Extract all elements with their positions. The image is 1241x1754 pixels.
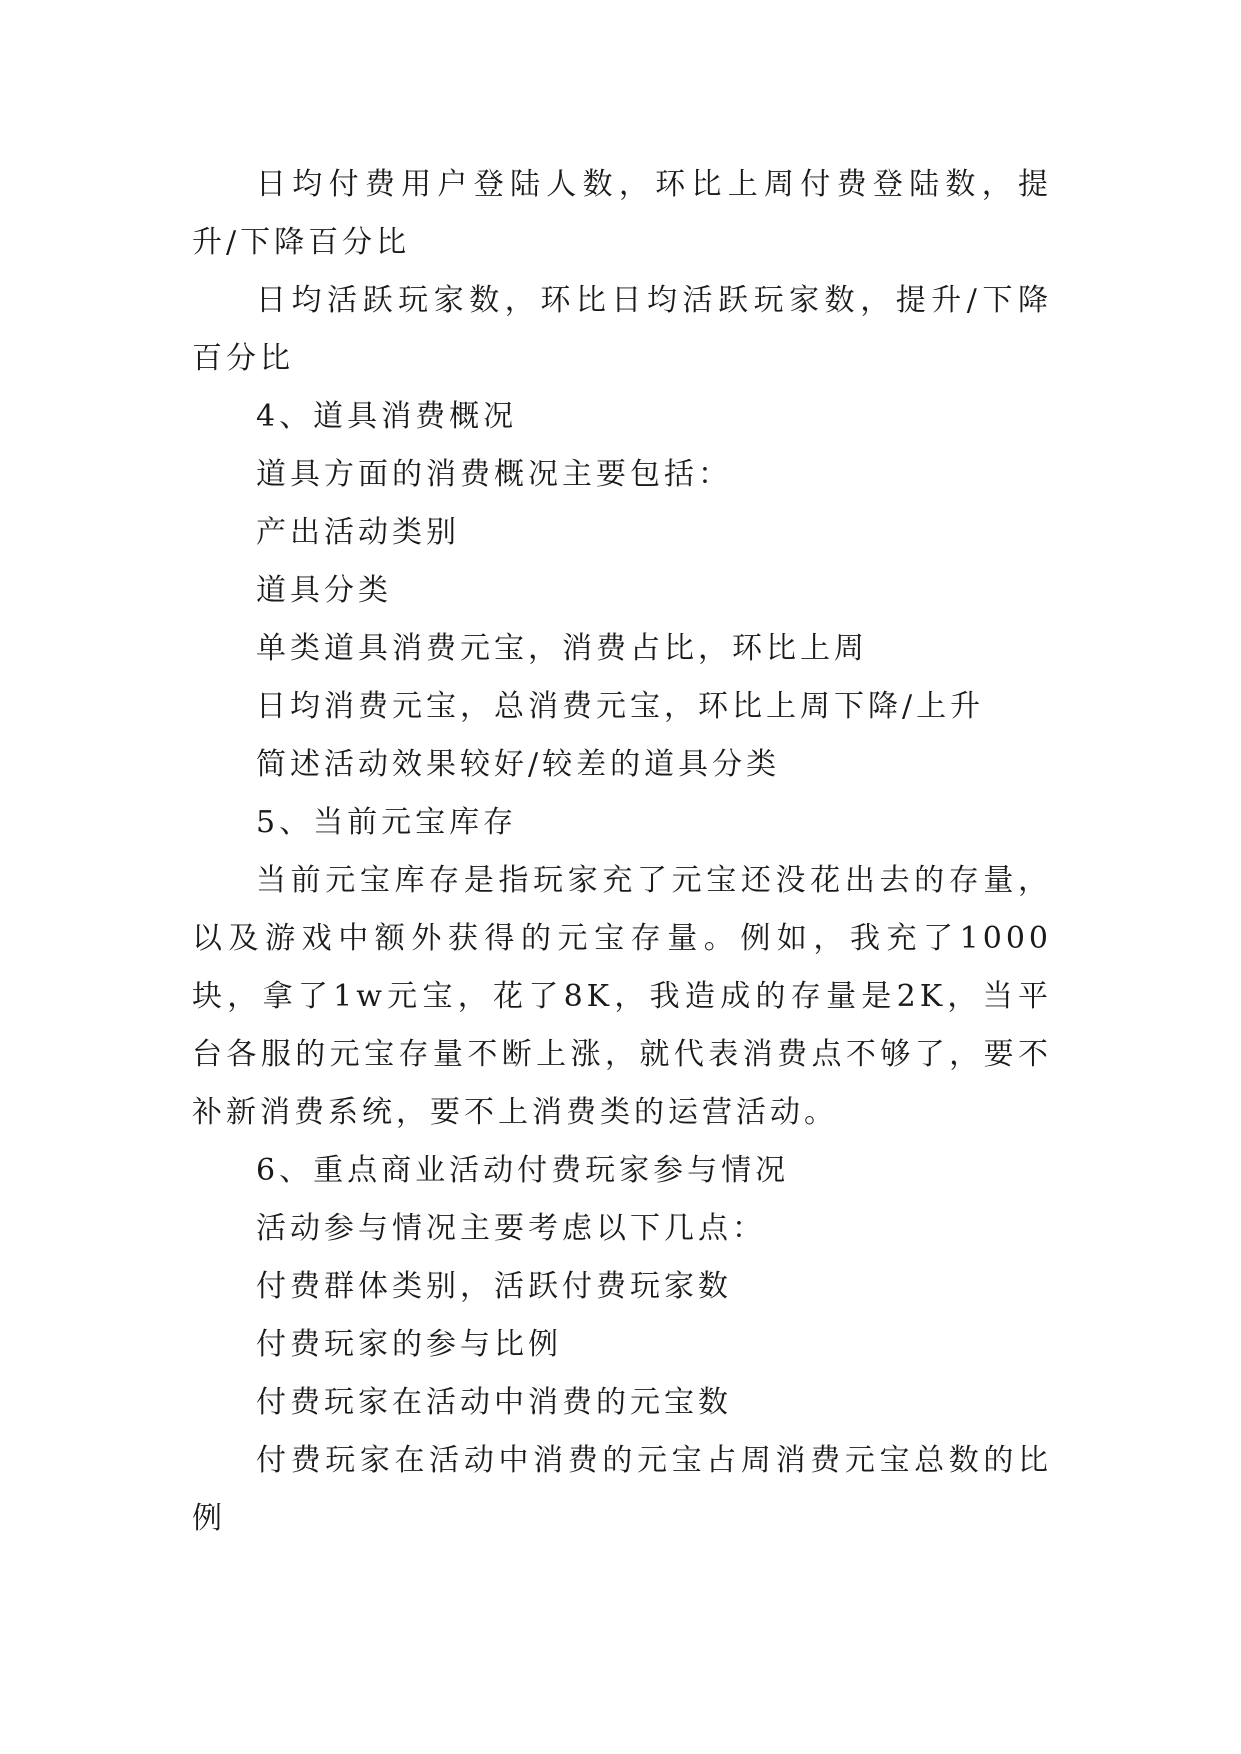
paragraph-ingot-inventory-description: 当前元宝库存是指玩家充了元宝还没花出去的存量，以及游戏中额外获得的元宝存量。例如，我充了1000块，拿了1w元宝，花了8K，我造成的存量是2K，当平台各服的元宝存量不断上涨，就代表消费点不够了，要不补新消费系统，要不上消费类的运营活动。: [192, 863, 1052, 1130]
paragraph-daily-paid-logins: 日均付费用户登陆人数，环比上周付费登陆数，提升/下降百分比: [192, 167, 1052, 260]
list-item: 付费玩家在活动中消费的元宝数: [256, 1385, 732, 1420]
section-heading-item-consumption: 4、道具消费概况: [256, 399, 518, 434]
section-heading-paid-player-participation: 6、重点商业活动付费玩家参与情况: [256, 1153, 790, 1188]
list-item: 产出活动类别: [256, 515, 460, 550]
paragraph-participation-intro: 活动参与情况主要考虑以下几点：: [256, 1211, 766, 1246]
list-item: 日均消费元宝，总消费元宝，环比上周下降/上升: [256, 689, 985, 724]
list-item: 付费玩家在活动中消费的元宝占周消费元宝总数的比例: [192, 1443, 1052, 1536]
list-item: 付费玩家的参与比例: [256, 1327, 562, 1362]
paragraph-daily-active-players: 日均活跃玩家数，环比日均活跃玩家数，提升/下降百分比: [192, 283, 1052, 376]
paragraph-item-consumption-intro: 道具方面的消费概况主要包括：: [256, 457, 732, 492]
list-item: 单类道具消费元宝，消费占比，环比上周: [256, 631, 868, 666]
document-body: [192, 156, 1052, 1548]
list-item: 付费群体类别，活跃付费玩家数: [256, 1269, 732, 1304]
list-item: 简述活动效果较好/较差的道具分类: [256, 747, 781, 782]
list-item: 道具分类: [256, 573, 392, 608]
section-heading-ingot-inventory: 5、当前元宝库存: [256, 805, 518, 840]
